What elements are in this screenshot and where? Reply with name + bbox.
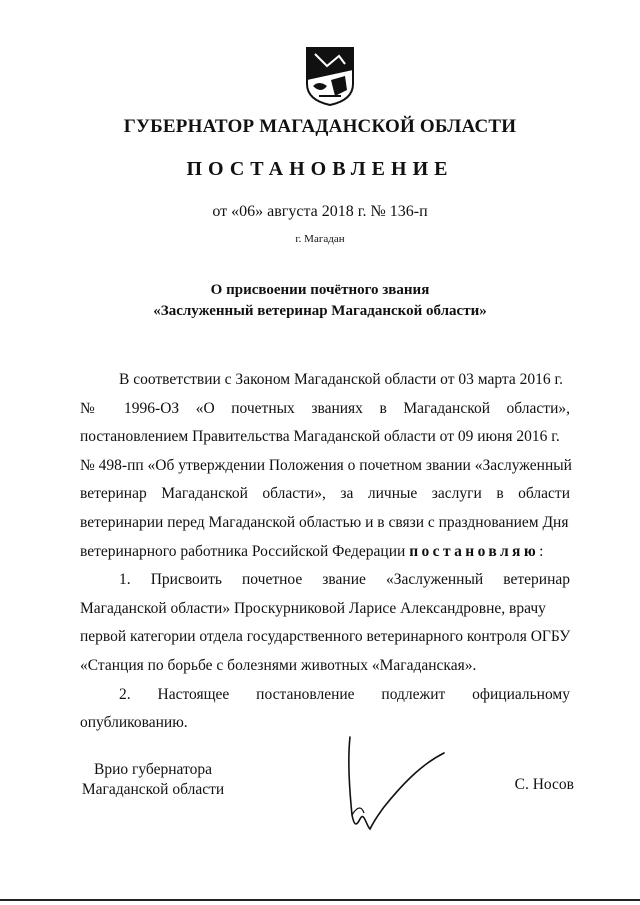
paragraph-3-line: опубликованию. bbox=[80, 714, 188, 732]
document-type: ПОСТАНОВЛЕНИЕ bbox=[186, 158, 454, 180]
title-line-1: О присвоении почётного звания bbox=[210, 282, 430, 298]
paragraph-2-line: 1. Присвоить почетное звание «Заслуженный ветеринар bbox=[119, 571, 570, 589]
paragraph-3-line: 2. Настоящее постановление подлежит официальному bbox=[119, 685, 570, 703]
document-date-number: от «06» августа 2018 г. № 136-п bbox=[212, 203, 428, 220]
paragraph-1-last-line bbox=[80, 538, 570, 567]
signatory-position-line-1: Врио губернатора bbox=[94, 761, 212, 778]
paragraph-1-line: № 1996-ОЗ «О почетных званиях в Магаданской области», bbox=[80, 399, 570, 417]
signatory-position-line-2: Магаданской области bbox=[81, 781, 225, 798]
signatory-name: С. Носов bbox=[514, 776, 574, 793]
scan-bottom-edge bbox=[0, 899, 640, 901]
signatory-position bbox=[78, 760, 228, 800]
decree-colon: : bbox=[539, 542, 544, 560]
title-line-2: «Заслуженный ветеринар Магаданской области» bbox=[153, 303, 487, 319]
decree-word: постановляю bbox=[409, 542, 540, 560]
handwritten-signature bbox=[340, 735, 450, 835]
paragraph-2-line: Магаданской области» Проскурниковой Ларисе Александровне, врачу bbox=[80, 599, 546, 617]
paragraph-1-line: ветеринарии перед Магаданской областью и в связи с празднованием Дня bbox=[80, 513, 569, 531]
paragraph-2-line: первой категории отдела государственного ветеринарного контроля ОГБУ bbox=[80, 628, 571, 646]
paragraph-1-line: ветеринарного работника Российской Федерации bbox=[80, 542, 406, 560]
coat-of-arms-icon bbox=[305, 46, 355, 106]
paragraph-2-line: «Станция по борьбе с болезнями животных «Магаданская». bbox=[80, 656, 477, 674]
document-body bbox=[80, 366, 570, 738]
paragraph-1-line: ветеринар Магаданской области», за личные заслуги в области bbox=[80, 485, 570, 503]
paragraph-1-line: постановлением Правительства Магаданской области от 09 июня 2016 г. bbox=[80, 428, 560, 446]
issuing-authority: ГУБЕРНАТОР МАГАДАНСКОЙ ОБЛАСТИ bbox=[123, 116, 517, 137]
paragraph-1-line: В соответствии с Законом Магаданской области от 03 марта 2016 г. bbox=[119, 371, 563, 388]
document-title bbox=[0, 280, 640, 322]
document-city: г. Магадан bbox=[295, 233, 345, 245]
paragraph-1-line: № 498-пп «Об утверждении Положения о почетном звании «Заслуженный bbox=[80, 456, 572, 474]
